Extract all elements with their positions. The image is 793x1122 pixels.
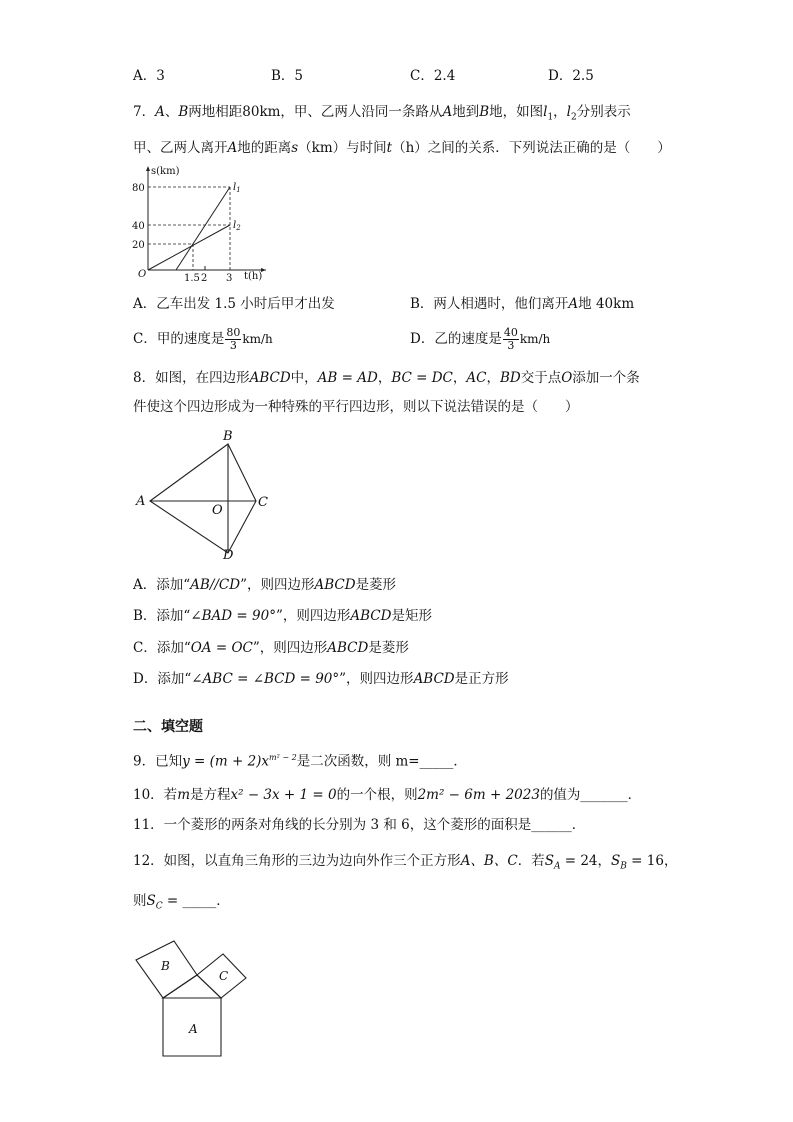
q6-option-d: D．2.5 — [548, 68, 594, 84]
tick-2-label: 2 — [201, 273, 208, 284]
tick-40: 40 — [132, 221, 145, 232]
q10-stem: 10．若m是方程x² − 3x + 1 = 0的一个根，则2m² − 6m + 2023的值为_______． — [133, 787, 642, 803]
tick-1-5: 1.5 — [184, 273, 200, 284]
origin-label: O — [138, 269, 147, 280]
quadrilateral-abcd — [150, 444, 256, 553]
l2-label: $l_2$ — [233, 220, 241, 232]
q8-stem-line1: 8．如图，在四边形ABCD中，AB = AD，BC = DC，AC，BD交于点O添加一个条 — [133, 370, 640, 386]
x-axis-label: t(h) — [244, 271, 263, 282]
q8-option-c: C．添加“OA = OC”，则四边形ABCD是菱形 — [133, 640, 409, 656]
q6-option-c: C．2.4 — [410, 68, 456, 84]
line-l1 — [176, 187, 230, 270]
q8-quadrilateral-figure — [130, 428, 280, 564]
l1-label: $l_1$ — [233, 182, 241, 194]
q7-option-d: D．乙的速度是 $\frac{40}{3}$ km/h — [410, 326, 551, 352]
tick-20: 20 — [132, 240, 145, 251]
point-o: O — [212, 503, 223, 518]
section-heading-fill-in: 二、填空题 — [133, 719, 203, 735]
q11-stem: 11．一个菱形的两条对角线的长分别为 3 和 6，这个菱形的面积是______． — [133, 817, 586, 833]
q6-option-b: B．5 — [271, 68, 304, 84]
q12-stem-line2: 则$S_C$ = _____． — [133, 893, 230, 912]
label-c: C — [219, 969, 229, 983]
q12-squares-figure — [130, 928, 255, 1062]
line-l2 — [148, 225, 230, 270]
q8-option-a: A．添加“AB//CD”，则四边形ABCD是菱形 — [133, 577, 397, 593]
label-b: B — [161, 959, 170, 973]
q7-option-a: A．乙车出发 1.5 小时后甲才出发 — [133, 296, 335, 312]
vertex-b: B — [223, 429, 233, 444]
q7-graph — [130, 162, 270, 284]
y-axis-label: s(km) — [151, 166, 180, 177]
q7-stem-line1: 7．A、B两地相距80km，甲、乙两人沿同一条路从A地到B地，如图$l_1$，$l_2$分别表示 — [133, 104, 631, 123]
q8-option-d: D．添加“∠ABC = ∠BCD = 90°”，则四边形ABCD是正方形 — [133, 671, 509, 687]
tick-3: 3 — [226, 273, 233, 284]
y-arrow-icon — [146, 166, 150, 171]
tick-80: 80 — [132, 183, 145, 194]
vertex-c: C — [258, 495, 268, 510]
fraction-80-3: $\frac{80}{3}$ — [226, 326, 241, 352]
q7-option-b: B．两人相遇时，他们离开A地 40km — [410, 296, 635, 312]
q12-stem-line1: 12．如图，以直角三角形的三边为边向外作三个正方形A、B、C．若$S_A = 24$，$S_B = 16$， — [133, 853, 678, 872]
q6-option-a: A．3 — [133, 68, 165, 84]
vertex-d: D — [223, 548, 234, 563]
fraction-40-3: $\frac{40}{3}$ — [503, 326, 518, 352]
q7-stem-line2: 甲、乙两人离开A地的距离s（km）与时间t（h）之间的关系．下列说法正确的是（ ） — [133, 140, 671, 156]
q9-stem: 9．已知$y = (m + 2)x^{m^2 - 2}$是二次函数，则 m=_____． — [133, 753, 467, 770]
q8-stem-line2: 件使这个四边形成为一种特殊的平行四边形，则以下说法错误的是（ ） — [133, 399, 579, 415]
vertex-a: A — [136, 494, 146, 509]
q8-option-b: B．添加“∠BAD = 90°”，则四边形ABCD是矩形 — [133, 608, 432, 624]
q7-option-c: C．甲的速度是 $\frac{80}{3}$ km/h — [133, 326, 273, 352]
label-a: A — [189, 1022, 198, 1036]
